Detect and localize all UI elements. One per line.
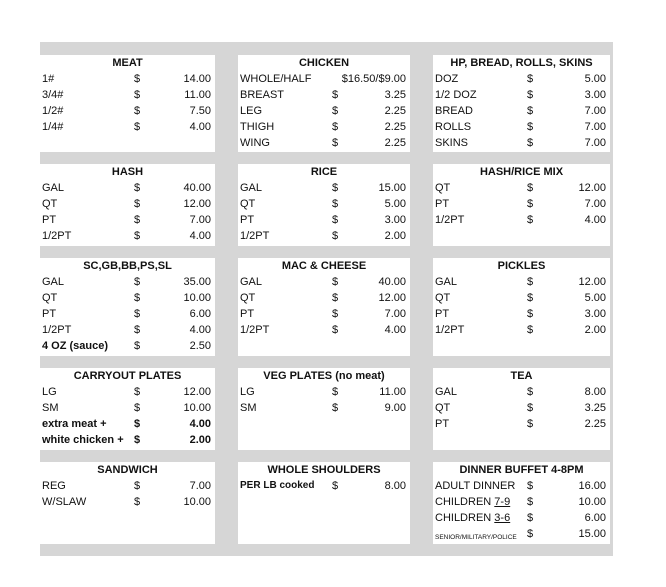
- item-label: [435, 494, 510, 510]
- item-price: 12.00: [183, 386, 211, 398]
- dollar-sign: $: [332, 276, 339, 288]
- item-price: 7.00: [584, 137, 606, 149]
- item-price: 3.00: [384, 214, 406, 226]
- item-label: 1/2PT: [435, 324, 465, 336]
- item-price: 4.00: [189, 230, 211, 242]
- dollar-sign: $: [134, 292, 141, 304]
- item-label: GAL: [240, 276, 263, 288]
- item-label: W/SLAW: [42, 496, 87, 508]
- dollar-sign: $: [332, 137, 339, 149]
- item-price: 2.25: [384, 137, 406, 149]
- section-title: HP, BREAD, ROLLS, SKINS: [450, 57, 593, 69]
- item-price: 6.00: [189, 308, 211, 320]
- carryout-plates-section: [40, 368, 215, 450]
- item-price: 12.00: [578, 182, 606, 194]
- dollar-sign: $: [527, 528, 534, 540]
- dollar-sign: $: [527, 121, 534, 133]
- label-prefix: CHILDREN: [435, 512, 495, 524]
- item-price: 14.00: [183, 73, 211, 85]
- dollar-sign: $: [134, 198, 141, 210]
- dollar-sign: $: [527, 182, 534, 194]
- item-label: THIGH: [240, 121, 275, 133]
- item-label: QT: [435, 402, 451, 414]
- item-label: PER LB cooked: [240, 480, 315, 491]
- section-title: CARRYOUT PLATES: [73, 370, 182, 382]
- item-label: 1#: [42, 73, 55, 85]
- item-label: GAL: [42, 182, 65, 194]
- item-price: 16.00: [578, 480, 606, 492]
- dollar-sign: $: [332, 308, 339, 320]
- dollar-sign: $: [134, 434, 141, 446]
- item-price: 6.00: [584, 512, 606, 524]
- item-label: GAL: [435, 386, 458, 398]
- item-price: 7.50: [189, 105, 211, 117]
- section-title: SC,GB,BB,PS,SL: [83, 260, 172, 272]
- item-label: 1/2 DOZ: [435, 89, 477, 101]
- item-price: 3.00: [584, 89, 606, 101]
- dollar-sign: $: [134, 105, 141, 117]
- item-label: PT: [240, 308, 255, 320]
- item-label: REG: [42, 480, 66, 492]
- item-price: 3.25: [584, 402, 606, 414]
- veg-plates-section: [238, 368, 410, 450]
- item-label: QT: [435, 182, 451, 194]
- dollar-sign: $: [134, 214, 141, 226]
- item-label: PT: [240, 214, 255, 226]
- dollar-sign: $: [527, 308, 534, 320]
- item-price: 2.00: [189, 434, 211, 446]
- item-price: 2.25: [384, 121, 406, 133]
- section-title: CHICKEN: [298, 57, 350, 69]
- dollar-sign: $: [332, 105, 339, 117]
- meat-section: [40, 55, 215, 152]
- dollar-sign: $: [527, 324, 534, 336]
- item-label: BREAST: [240, 89, 285, 101]
- dinner-buffet-section: [433, 462, 610, 544]
- item-label: 1/2#: [42, 105, 64, 117]
- item-label: LEG: [240, 105, 263, 117]
- hp-bread-rolls-skins-section: [433, 55, 610, 152]
- item-price: 3.25: [384, 89, 406, 101]
- dollar-sign: $: [134, 402, 141, 414]
- dollar-sign: $: [527, 292, 534, 304]
- dollar-sign: $: [527, 402, 534, 414]
- item-label: DOZ: [435, 73, 459, 85]
- tea-section: [433, 368, 610, 450]
- item-label: ROLLS: [435, 121, 472, 133]
- dollar-sign: $: [332, 89, 339, 101]
- dollar-sign: $: [134, 73, 141, 85]
- item-price: 4.00: [189, 324, 211, 336]
- dollar-sign: $: [134, 230, 141, 242]
- dollar-sign: $: [134, 480, 141, 492]
- dollar-sign: $: [527, 89, 534, 101]
- item-price: 10.00: [183, 402, 211, 414]
- item-price: 10.00: [183, 292, 211, 304]
- item-price: 7.00: [189, 480, 211, 492]
- item-price: 5.00: [584, 73, 606, 85]
- dollar-sign: $: [332, 386, 339, 398]
- item-label: ADULT DINNER: [435, 480, 516, 492]
- item-price: 4.00: [189, 418, 211, 430]
- dollar-sign: $: [134, 496, 141, 508]
- dollar-sign: $: [527, 480, 534, 492]
- dollar-sign: $: [527, 137, 534, 149]
- item-price: 3.00: [584, 308, 606, 320]
- item-price: 9.00: [384, 402, 406, 414]
- item-label: 1/2PT: [435, 214, 465, 226]
- dollar-sign: $: [527, 105, 534, 117]
- item-price: 2.00: [584, 324, 606, 336]
- item-price: 2.25: [584, 418, 606, 430]
- item-price: 35.00: [183, 276, 211, 288]
- dollar-sign: $: [527, 386, 534, 398]
- dollar-sign: $: [134, 340, 141, 352]
- item-price: 4.00: [384, 324, 406, 336]
- sides-section: [40, 258, 215, 356]
- section-title: MEAT: [112, 57, 143, 69]
- item-price: 10.00: [578, 496, 606, 508]
- item-label: PT: [435, 198, 450, 210]
- item-label: GAL: [42, 276, 65, 288]
- item-price: 15.00: [578, 528, 606, 540]
- item-label: QT: [240, 292, 256, 304]
- item-price: 8.00: [384, 480, 406, 492]
- dollar-sign: $: [332, 292, 339, 304]
- item-price: 15.00: [378, 182, 406, 194]
- section-title: PICKLES: [497, 260, 546, 272]
- item-price: 7.00: [384, 308, 406, 320]
- rice-section: [238, 164, 410, 246]
- dollar-sign: $: [332, 324, 339, 336]
- item-price: 40.00: [183, 182, 211, 194]
- dollar-sign: $: [134, 182, 141, 194]
- item-label: GAL: [435, 276, 458, 288]
- dollar-sign: $: [527, 512, 534, 524]
- item-label: QT: [42, 198, 58, 210]
- dollar-sign: $: [527, 276, 534, 288]
- item-label: SKINS: [435, 137, 469, 149]
- item-label: QT: [42, 292, 58, 304]
- item-label: 1/2PT: [240, 324, 270, 336]
- item-label: QT: [240, 198, 256, 210]
- dollar-sign: $: [527, 418, 534, 430]
- item-price: 8.00: [584, 386, 606, 398]
- item-label: 1/4#: [42, 121, 64, 133]
- item-price: 2.00: [384, 230, 406, 242]
- item-label: SENIOR/MILITARY/POLICE: [435, 534, 517, 541]
- item-price: 2.50: [189, 340, 211, 352]
- dollar-sign: $: [332, 402, 339, 414]
- item-price: 2.25: [384, 105, 406, 117]
- item-label: SM: [240, 402, 257, 414]
- item-price: $16.50/$9.00: [341, 73, 406, 85]
- item-label: 3/4#: [42, 89, 64, 101]
- dollar-sign: $: [332, 182, 339, 194]
- item-price: 7.00: [584, 198, 606, 210]
- dollar-sign: $: [527, 496, 534, 508]
- item-price: 12.00: [578, 276, 606, 288]
- item-label: white chicken +: [42, 434, 124, 446]
- dollar-sign: $: [134, 89, 141, 101]
- item-price: 5.00: [384, 198, 406, 210]
- item-label: PT: [435, 418, 450, 430]
- section-title: SANDWICH: [97, 464, 158, 476]
- item-label: WING: [240, 137, 270, 149]
- item-price: 5.00: [584, 292, 606, 304]
- chicken-section: [238, 55, 410, 152]
- item-label: PT: [435, 308, 450, 320]
- item-label: WHOLE/HALF: [240, 73, 312, 85]
- dollar-sign: $: [527, 198, 534, 210]
- item-price: 11.00: [379, 386, 406, 398]
- item-price: 4.00: [189, 121, 211, 133]
- dollar-sign: $: [332, 480, 339, 492]
- section-title: MAC & CHEESE: [281, 260, 367, 272]
- section-title: HASH: [111, 166, 144, 178]
- item-price: 4.00: [584, 214, 606, 226]
- label-prefix: CHILDREN: [435, 496, 495, 508]
- item-price: 7.00: [189, 214, 211, 226]
- item-label: 4 OZ (sauce): [42, 340, 109, 352]
- whole-shoulders-section: [238, 462, 410, 544]
- item-label: GAL: [240, 182, 263, 194]
- item-label: PT: [42, 308, 57, 320]
- item-label: LG: [42, 386, 57, 398]
- section-title: RICE: [310, 166, 338, 178]
- section-title: HASH/RICE MIX: [479, 166, 564, 178]
- section-title: WHOLE SHOULDERS: [267, 464, 381, 476]
- item-label: LG: [240, 386, 255, 398]
- item-price: 7.00: [584, 121, 606, 133]
- dollar-sign: $: [134, 308, 141, 320]
- item-label: 1/2PT: [42, 230, 72, 242]
- section-title: DINNER BUFFET 4-8PM: [459, 464, 584, 476]
- dollar-sign: $: [134, 386, 141, 398]
- sandwich-section: [40, 462, 215, 544]
- item-label: BREAD: [435, 105, 473, 117]
- item-price: 12.00: [378, 292, 406, 304]
- age-range: 3-6: [494, 512, 511, 524]
- dollar-sign: $: [134, 418, 141, 430]
- dollar-sign: $: [332, 198, 339, 210]
- item-label: [435, 510, 510, 526]
- dollar-sign: $: [134, 121, 141, 133]
- item-label: SM: [42, 402, 59, 414]
- item-price: 10.00: [183, 496, 211, 508]
- section-title: VEG PLATES (no meat): [263, 370, 385, 382]
- hash-rice-mix-section: [433, 164, 610, 246]
- pickles-section: [433, 258, 610, 356]
- dollar-sign: $: [134, 276, 141, 288]
- section-title: TEA: [510, 370, 533, 382]
- item-label: PT: [42, 214, 57, 226]
- item-label: 1/2PT: [240, 230, 270, 242]
- dollar-sign: $: [332, 214, 339, 226]
- dollar-sign: $: [332, 230, 339, 242]
- item-label: 1/2PT: [42, 324, 72, 336]
- item-label: QT: [435, 292, 451, 304]
- dollar-sign: $: [134, 324, 141, 336]
- age-range: 7-9: [494, 496, 511, 508]
- item-price: 12.00: [183, 198, 211, 210]
- dollar-sign: $: [527, 73, 534, 85]
- item-label: extra meat +: [42, 418, 107, 430]
- mac-and-cheese-section: [238, 258, 410, 356]
- hash-section: [40, 164, 215, 246]
- item-price: 40.00: [378, 276, 406, 288]
- item-price: 11.00: [184, 89, 211, 101]
- dollar-sign: $: [527, 214, 534, 226]
- item-price: 7.00: [584, 105, 606, 117]
- dollar-sign: $: [332, 121, 339, 133]
